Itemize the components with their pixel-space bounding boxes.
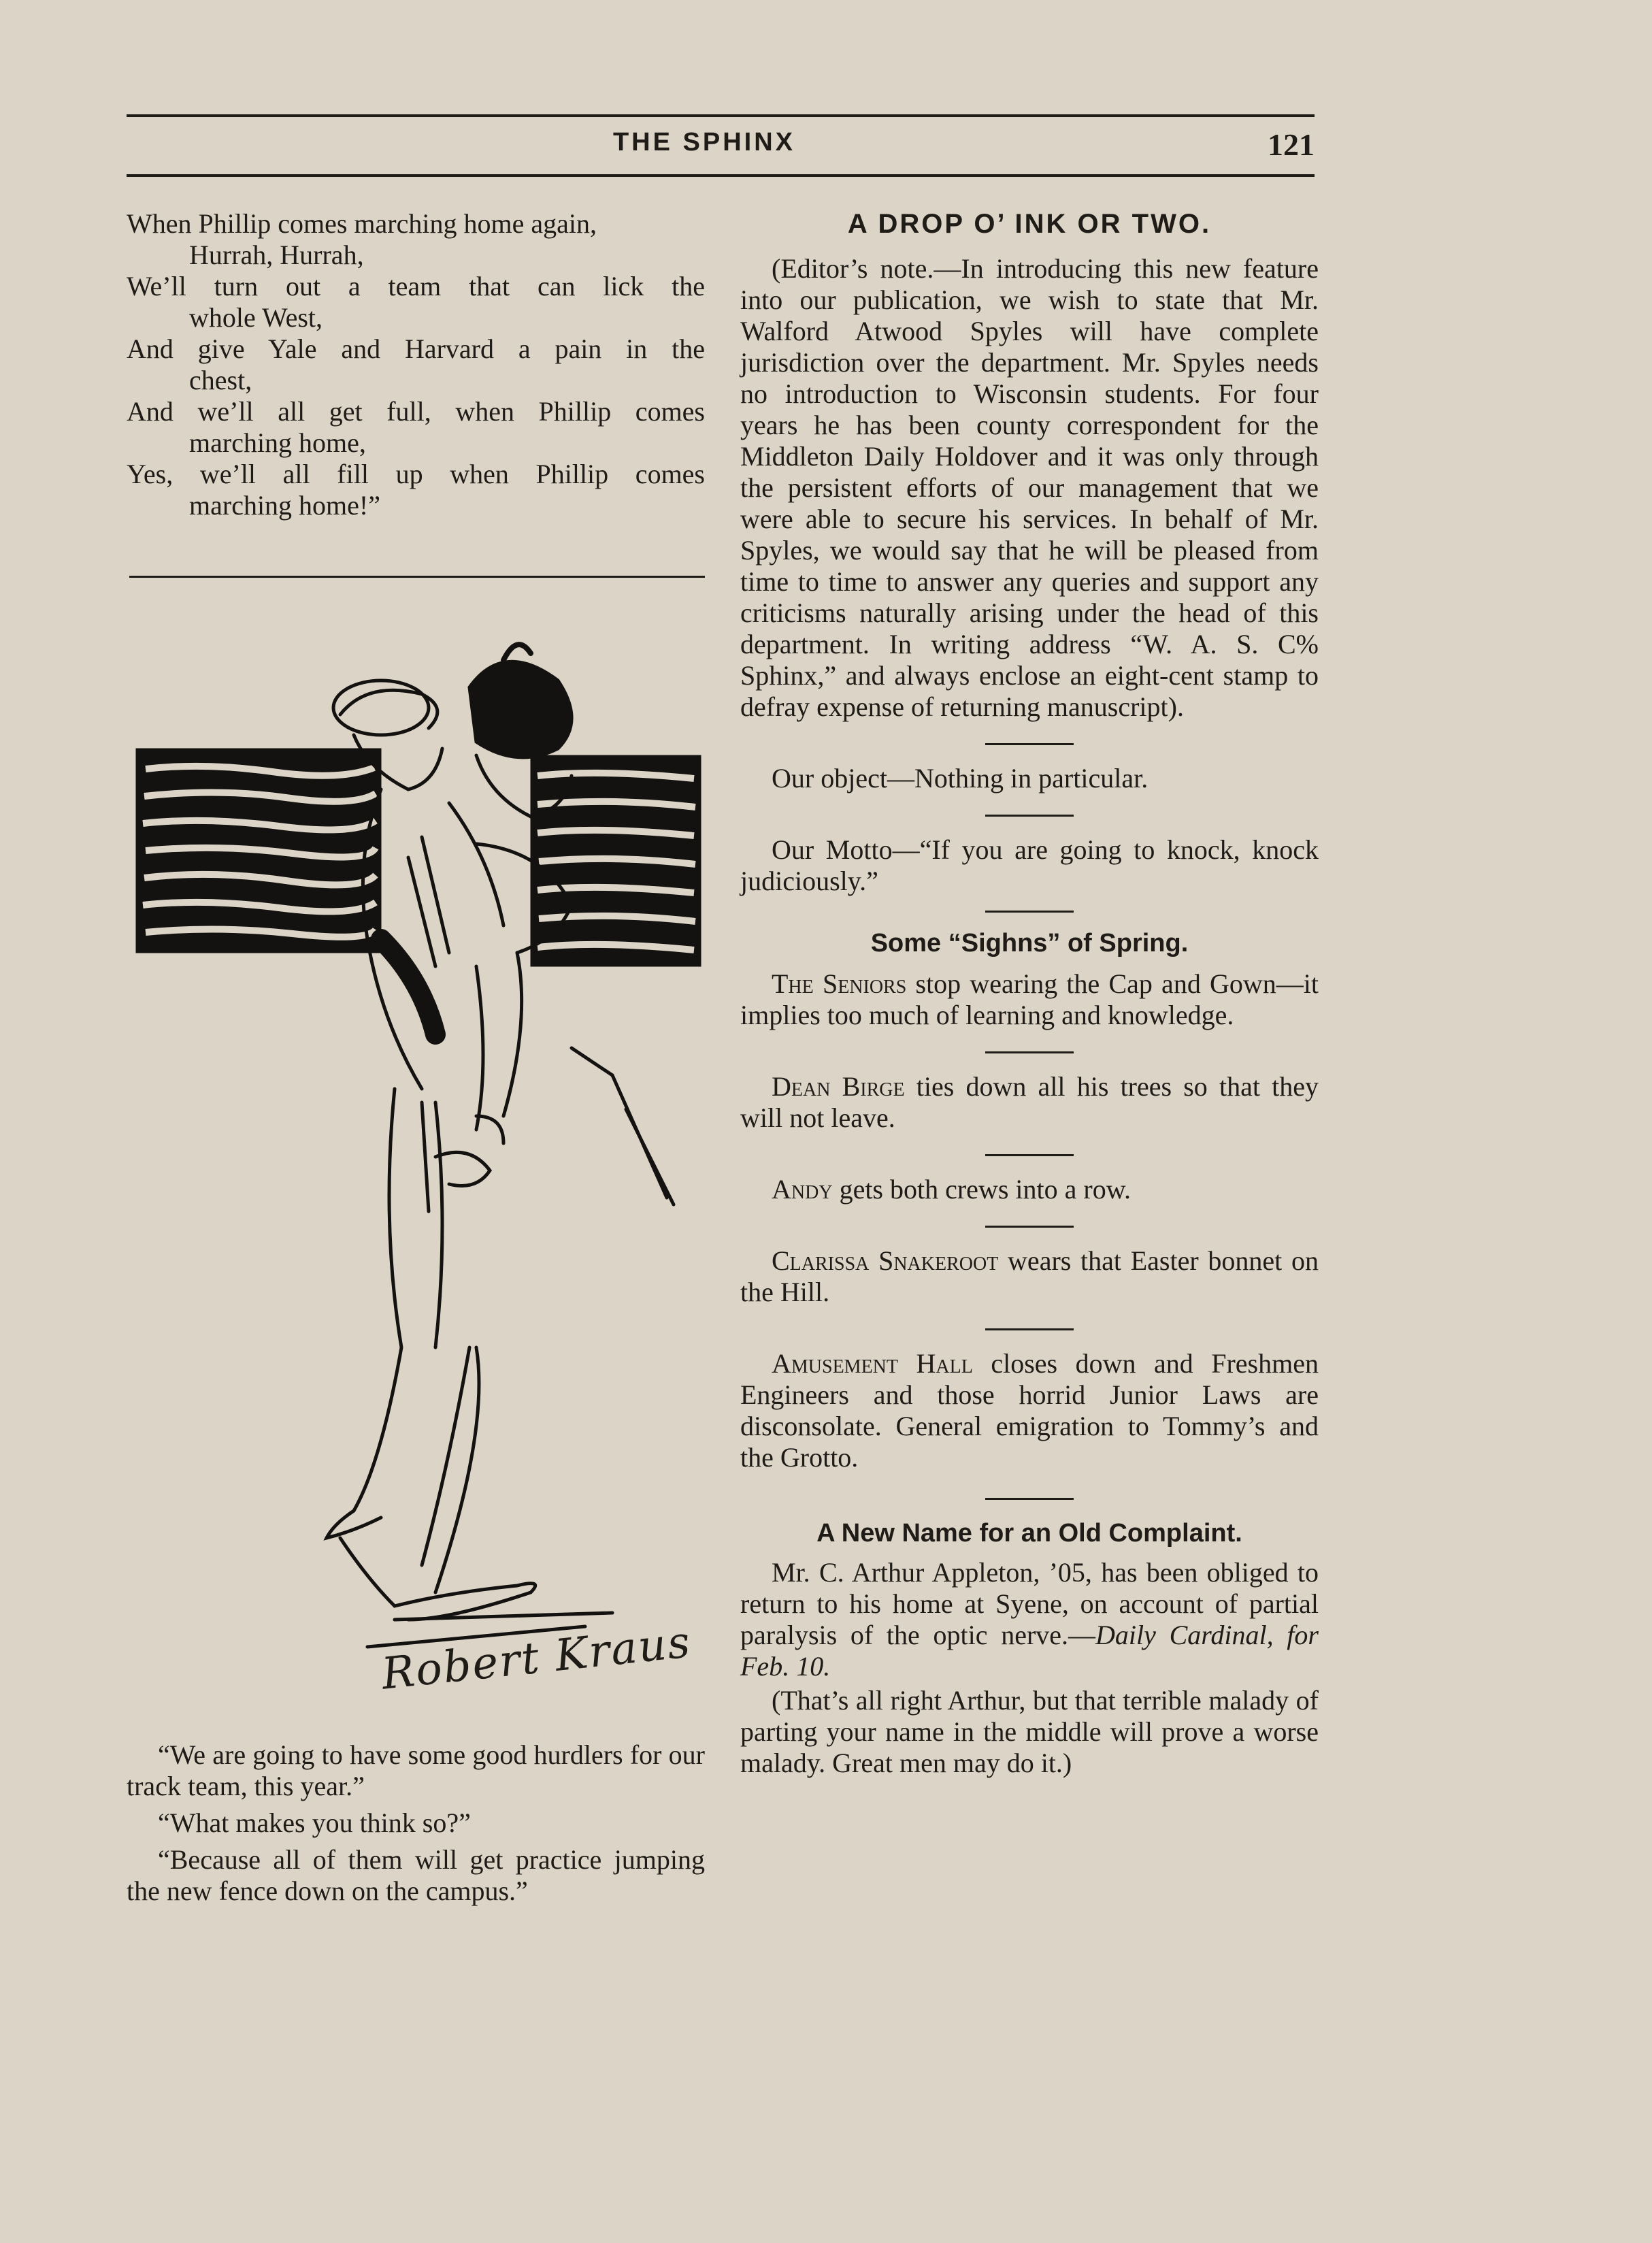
artist-signature: Robert Kraus [379,1617,694,1700]
poem-line: whole West, [189,302,323,333]
sign-lead: The Seniors [772,968,907,999]
short-divider [985,1051,1074,1053]
joke-line: “What makes you think so?” [158,1807,471,1838]
complaint-source: Daily Cardinal, for Feb. 10. [740,1620,1319,1682]
joke-line: “Because all of them will get practice jumping the new fence down on the campus.” [127,1844,705,1906]
sign-text: gets both crews into a row. [832,1174,1131,1205]
short-divider [985,1226,1074,1228]
poem-line: Yes, we’ll all fill up when Phillip comes [127,459,705,489]
poem-line: When Phillip comes marching home again, [127,208,597,239]
section-heading: A DROP O’ INK OR TWO. [847,209,1212,239]
complaint-paragraph [740,1557,1319,1682]
sign-text: stop wearing the Cap and Gown—it implies too much of learning and knowledge. [740,968,1319,1030]
magazine-title: THE SPHINX [612,128,796,157]
joke [127,1739,705,1907]
poem-line: And give Yale and Harvard a pain in the [127,333,705,364]
poem-line: marching home, [189,427,366,458]
left-column [127,208,705,521]
sign-text: ties down all his trees so that they will not leave. [740,1071,1319,1133]
complaint-heading: A New Name for an Old Complaint. [816,1519,1242,1548]
poem-line: And we’ll all get full, when Phillip comes [127,396,705,427]
sign-item [740,1245,1319,1308]
sign-item [740,1174,1319,1205]
signs-heading: Some “Sighns” of Spring. [870,929,1189,957]
section-divider [129,576,705,578]
complaint-comment: (That’s all right Arthur, but that terrible malady of parting your name in the middle will prove a worse malady. Great men may do it.) [740,1685,1319,1778]
page-number: 121 [1268,127,1315,162]
sign-lead: Dean Birge [772,1071,905,1102]
joke-line: “We are going to have some good hurdlers for our track team, this year.” [127,1739,705,1801]
short-divider [985,1154,1074,1156]
sign-lead: Andy [772,1174,833,1205]
sign-text: closes down and Freshmen Engineers and those horrid Junior Laws are disconsolate. General emigration to Tommy’s and the Grotto. [740,1348,1319,1473]
poem-line: marching home!” [189,490,380,521]
poem-line: Hurrah, Hurrah, [189,240,364,270]
object-line: Our object—Nothing in particular. [772,763,1149,793]
short-divider [985,1328,1074,1330]
poem [127,208,705,521]
poem-line: We’ll turn out a team that can lick the [127,271,705,301]
sign-lead: Clarissa Snakeroot [772,1245,999,1276]
short-divider [985,911,1074,913]
sign-item [740,1348,1319,1473]
header-top-rule [127,114,1315,117]
short-divider [985,743,1074,745]
right-column [740,208,1319,1779]
sign-lead: Amusement Hall [772,1348,973,1379]
short-divider [985,815,1074,817]
fence-right-icon [531,755,701,966]
motto-line: Our Motto—“If you are going to knock, knock judiciously.” [740,834,1319,896]
sign-text: wears that Easter bonnet on the Hill. [740,1245,1319,1307]
complaint-text: Mr. C. Arthur Appleton, ’05, has been obliged to return to his home at Syene, on account of partial paralysis of the optic nerve.— [740,1557,1319,1650]
short-divider [985,1498,1074,1500]
sign-item [740,968,1319,1031]
fence-left-icon [136,749,381,953]
header-bottom-rule [127,174,1315,177]
climbing-man-icon [327,644,674,1647]
editors-note: (Editor’s note.—In introducing this new feature into our publication, we wish to state that Mr. Walford Atwood Spyles will have complete jurisdiction over the department. Mr. Spyles needs no introduction to Wisconsin students. For four years he has been county correspondent for the Middleton Daily Holdover and it was only through the persistent efforts of our management that we were able to secure his services. In behalf of Mr. Spyles, we would say that he will be pleased from time to time to answer any queries and support any criticisms naturally arising under the head of this department. In writing address “W. A. S. C% Sphinx,” and always enclose an eight-cent stamp to defray expense of returning manuscript). [740,253,1319,722]
sign-item [740,1071,1319,1134]
poem-line: chest, [189,365,252,395]
